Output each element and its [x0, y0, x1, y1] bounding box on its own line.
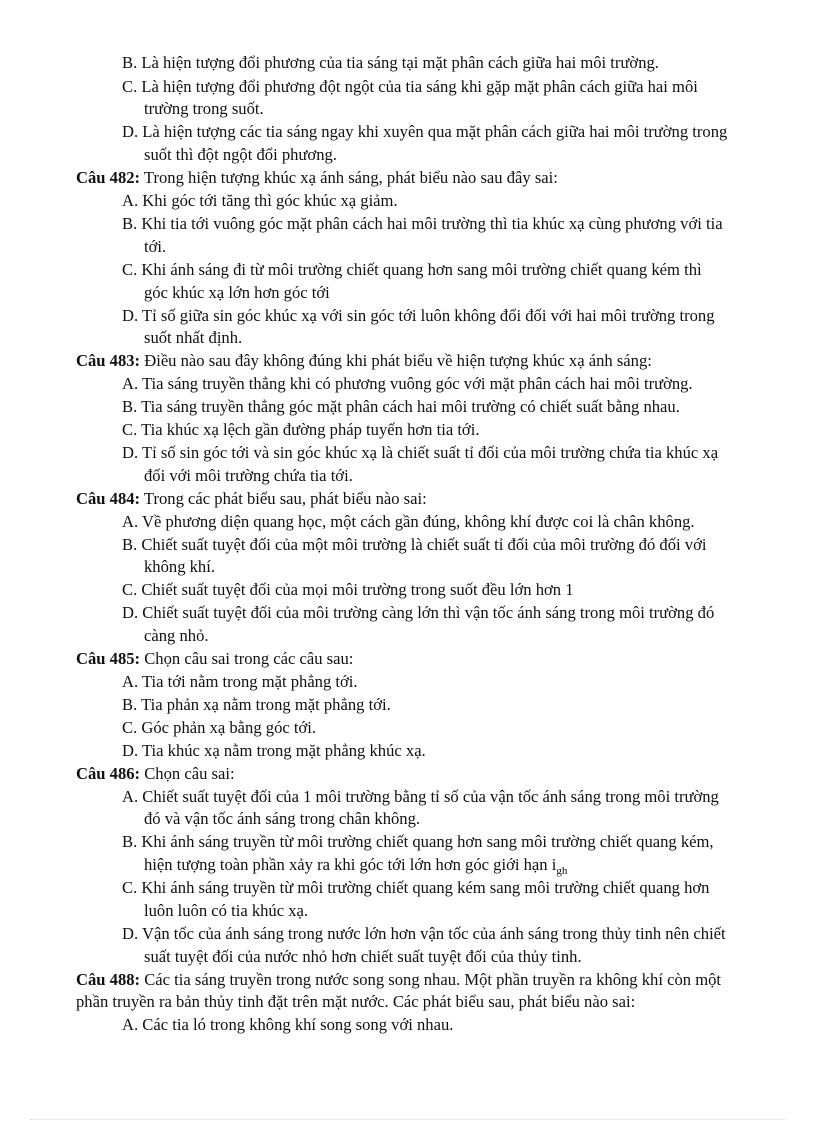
- option-line: D. Là hiện tượng các tia sáng ngay khi xuyên qua mặt phân cách giữa hai môi trường trong: [122, 122, 728, 141]
- option-line: B. Khi ánh sáng truyền từ môi trường chiết quang hơn sang môi trường chiết quang kém,: [122, 832, 714, 851]
- option-continuation: đối với môi trường chứa tia tới.: [144, 466, 353, 485]
- option-line: C. Tia khúc xạ lệch gần đường pháp tuyến hơn tia tới.: [122, 420, 480, 439]
- option-line: A. Chiết suất tuyệt đối của 1 môi trường bằng tỉ số của vận tốc ánh sáng trong môi trường: [122, 787, 719, 806]
- subscript-gh: gh: [556, 865, 568, 877]
- option-line: D. Tỉ số sin góc tới và sin góc khúc xạ là chiết suất tỉ đối của môi trường chứa tia khúc xạ: [122, 443, 719, 462]
- option-line: A. Về phương diện quang học, một cách gần đúng, không khí được coi là chân không.: [122, 512, 695, 531]
- option-line: C. Khi ánh sáng truyền từ môi trường chiết quang kém sang môi trường chiết quang hơn: [122, 878, 710, 897]
- question-488: Câu 488: Các tia sáng truyền trong nước song song nhau. Một phần truyền ra không khí còn một: [76, 970, 722, 989]
- option-line: C. Chiết suất tuyệt đối của mọi môi trường trong suốt đều lớn hơn 1: [122, 580, 574, 599]
- option-line: A. Tia sáng truyền thẳng khi có phương vuông góc với mặt phân cách hai môi trường.: [122, 374, 693, 393]
- question-continuation: phần truyền ra bản thủy tinh đặt trên mặt nước. Các phát biểu sau, phát biểu nào sai:: [76, 992, 636, 1011]
- question-484: Câu 484: Trong các phát biểu sau, phát biểu nào sai:: [76, 489, 427, 508]
- option-continuation: trường trong suốt.: [144, 99, 264, 118]
- option-continuation: suất tuyệt đối của nước nhỏ hơn chiết suất tuyệt đối của thủy tinh.: [144, 947, 582, 966]
- option-continuation: hiện tượng toàn phần xảy ra khi góc tới lớn hơn góc giới hạn $i_{gh}$: [144, 855, 568, 877]
- option-continuation: không khí.: [144, 557, 215, 576]
- option-line: B. Tia phản xạ nằm trong mặt phẳng tới.: [122, 695, 391, 714]
- question-483: Câu 483: Điều nào sau đây không đúng khi phát biểu về hiện tượng khúc xạ ánh sáng:: [76, 351, 652, 370]
- option-continuation: luôn luôn có tia khúc xạ.: [144, 901, 309, 920]
- page-bottom-rule: [30, 1119, 786, 1120]
- question-486: Câu 486: Chọn câu sai:: [76, 764, 235, 783]
- option-continuation: suốt nhất định.: [144, 328, 243, 347]
- option-line: D. Vận tốc của ánh sáng trong nước lớn hơn vận tốc của ánh sáng trong thủy tinh nên chiết: [122, 924, 726, 943]
- option-line: A. Khi góc tới tăng thì góc khúc xạ giảm.: [122, 191, 398, 210]
- option-line: D. Chiết suất tuyệt đối của môi trường càng lớn thì vận tốc ánh sáng trong môi trường đó: [122, 603, 715, 622]
- option-continuation: đó và vận tốc ánh sáng trong chân không.: [144, 809, 421, 828]
- question-482: Câu 482: Trong hiện tượng khúc xạ ánh sáng, phát biểu nào sau đây sai:: [76, 168, 558, 187]
- question-label: Câu 488:: [76, 970, 141, 989]
- option-continuation: góc khúc xạ lớn hơn góc tới: [144, 283, 330, 302]
- option-line: C. Khi ánh sáng đi từ môi trường chiết quang hơn sang môi trường chiết quang kém thì: [122, 260, 702, 279]
- option-line: A. Tia tới nằm trong mặt phẳng tới.: [122, 672, 358, 691]
- option-line: C. Là hiện tượng đổi phương đột ngột của tia sáng khi gặp mặt phân cách giữa hai môi: [122, 77, 698, 96]
- option-line: C. Góc phản xạ bằng góc tới.: [122, 718, 317, 737]
- option-line: B. Tia sáng truyền thẳng góc mặt phân cách hai môi trường có chiết suất bằng nhau.: [122, 397, 680, 416]
- option-continuation: càng nhỏ.: [144, 626, 209, 645]
- question-label: Câu 482:: [76, 168, 141, 187]
- question-label: Câu 485:: [76, 649, 141, 668]
- option-continuation: tới.: [144, 237, 167, 256]
- option-line: B. Là hiện tượng đổi phương của tia sáng tại mặt phân cách giữa hai môi trường.: [122, 53, 659, 72]
- question-label: Câu 483:: [76, 351, 141, 370]
- option-line: D. Tia khúc xạ nằm trong mặt phẳng khúc xạ.: [122, 741, 426, 760]
- option-continuation: suốt thì đột ngột đổi phương.: [144, 145, 337, 164]
- option-line: B. Chiết suất tuyệt đối của một môi trường là chiết suất tỉ đối của môi trường đó đối với: [122, 535, 707, 554]
- question-label: Câu 484:: [76, 489, 141, 508]
- option-line: B. Khi tia tới vuông góc mặt phân cách hai môi trường thì tia khúc xạ cùng phương với tia: [122, 214, 723, 233]
- question-label: Câu 486:: [76, 764, 141, 783]
- option-line: A. Các tia ló trong không khí song song với nhau.: [122, 1015, 454, 1034]
- option-line: D. Tỉ số giữa sin góc khúc xạ với sin góc tới luôn không đổi đối với hai môi trường trong: [122, 306, 715, 325]
- question-485: Câu 485: Chọn câu sai trong các câu sau:: [76, 649, 354, 668]
